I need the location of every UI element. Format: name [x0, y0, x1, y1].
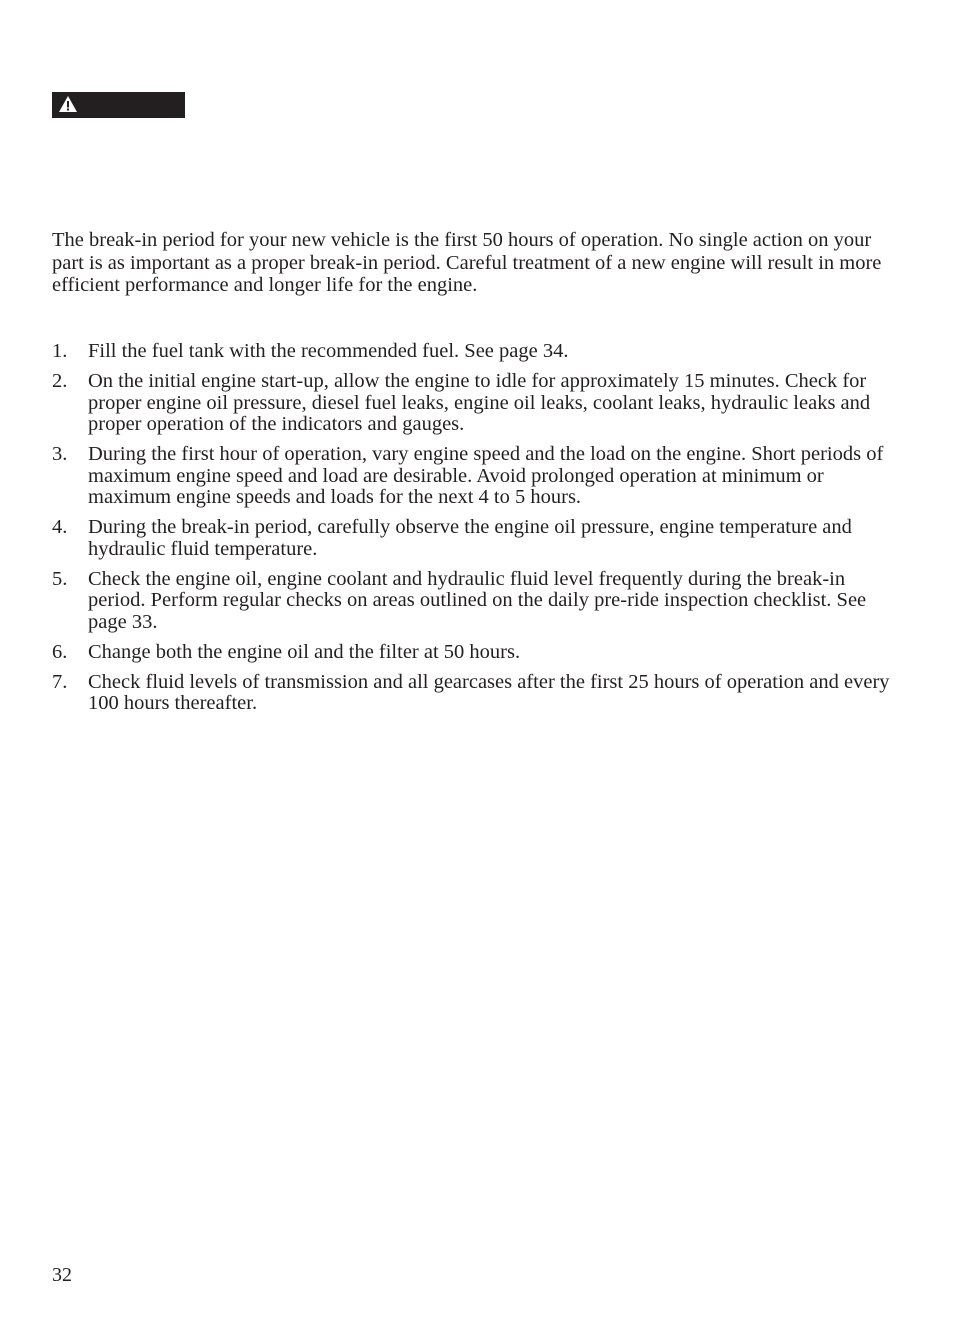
list-item — [52, 672, 902, 715]
list-item — [52, 341, 902, 363]
break-in-steps-list — [52, 341, 902, 723]
step-number: 2. — [52, 370, 68, 392]
step-text: During the break-in period, carefully observe the engine oil pressure, engine temperature and hydraulic fluid temperature. — [88, 516, 852, 560]
step-number: 1. — [52, 340, 68, 362]
list-item — [52, 642, 902, 664]
page-number: 32 — [52, 1264, 72, 1286]
step-text: Fill the fuel tank with the recommended fuel. See page 34. — [88, 340, 569, 362]
step-text: On the initial engine start-up, allow the engine to idle for approximately 15 minutes. Check for proper engine oil pressure, diesel fuel leaks, engine oil leaks, coolant leaks, hydraulic leaks and proper operation of the indicators and gauges. — [88, 370, 871, 435]
step-number: 7. — [52, 670, 68, 693]
step-number: 3. — [52, 443, 68, 465]
step-text: During the first hour of operation, vary engine speed and the load on the engine. Short periods of maximum engine speed and load are desirable. Avoid prolonged operation at minimum or maximum engine speeds and loads for the next 4 to 5 hours. — [88, 443, 884, 508]
step-number: 6. — [52, 640, 68, 663]
list-item — [52, 569, 902, 634]
list-item — [52, 371, 902, 436]
warning-label-bar — [52, 92, 185, 118]
intro-paragraph: The break-in period for your new vehicle is the first 50 hours of operation. No single action on your part is as important as a proper break-in period. Careful treatment of a new engine will result in more efficient performance and longer life for the engine. — [52, 229, 882, 296]
step-text: Change both the engine oil and the filter at 50 hours. — [88, 640, 521, 663]
step-number: 4. — [52, 516, 68, 538]
list-item — [52, 444, 902, 509]
warning-triangle-icon — [58, 95, 78, 113]
step-number: 5. — [52, 567, 68, 590]
step-text: Check the engine oil, engine coolant and hydraulic fluid level frequently during the break-in period. Perform regular checks on areas outlined on the daily pre-ride inspection checklist. See page 33. — [88, 567, 867, 633]
list-item — [52, 517, 902, 560]
step-text: Check fluid levels of transmission and all gearcases after the first 25 hours of operation and every 100 hours thereafter. — [88, 670, 890, 714]
